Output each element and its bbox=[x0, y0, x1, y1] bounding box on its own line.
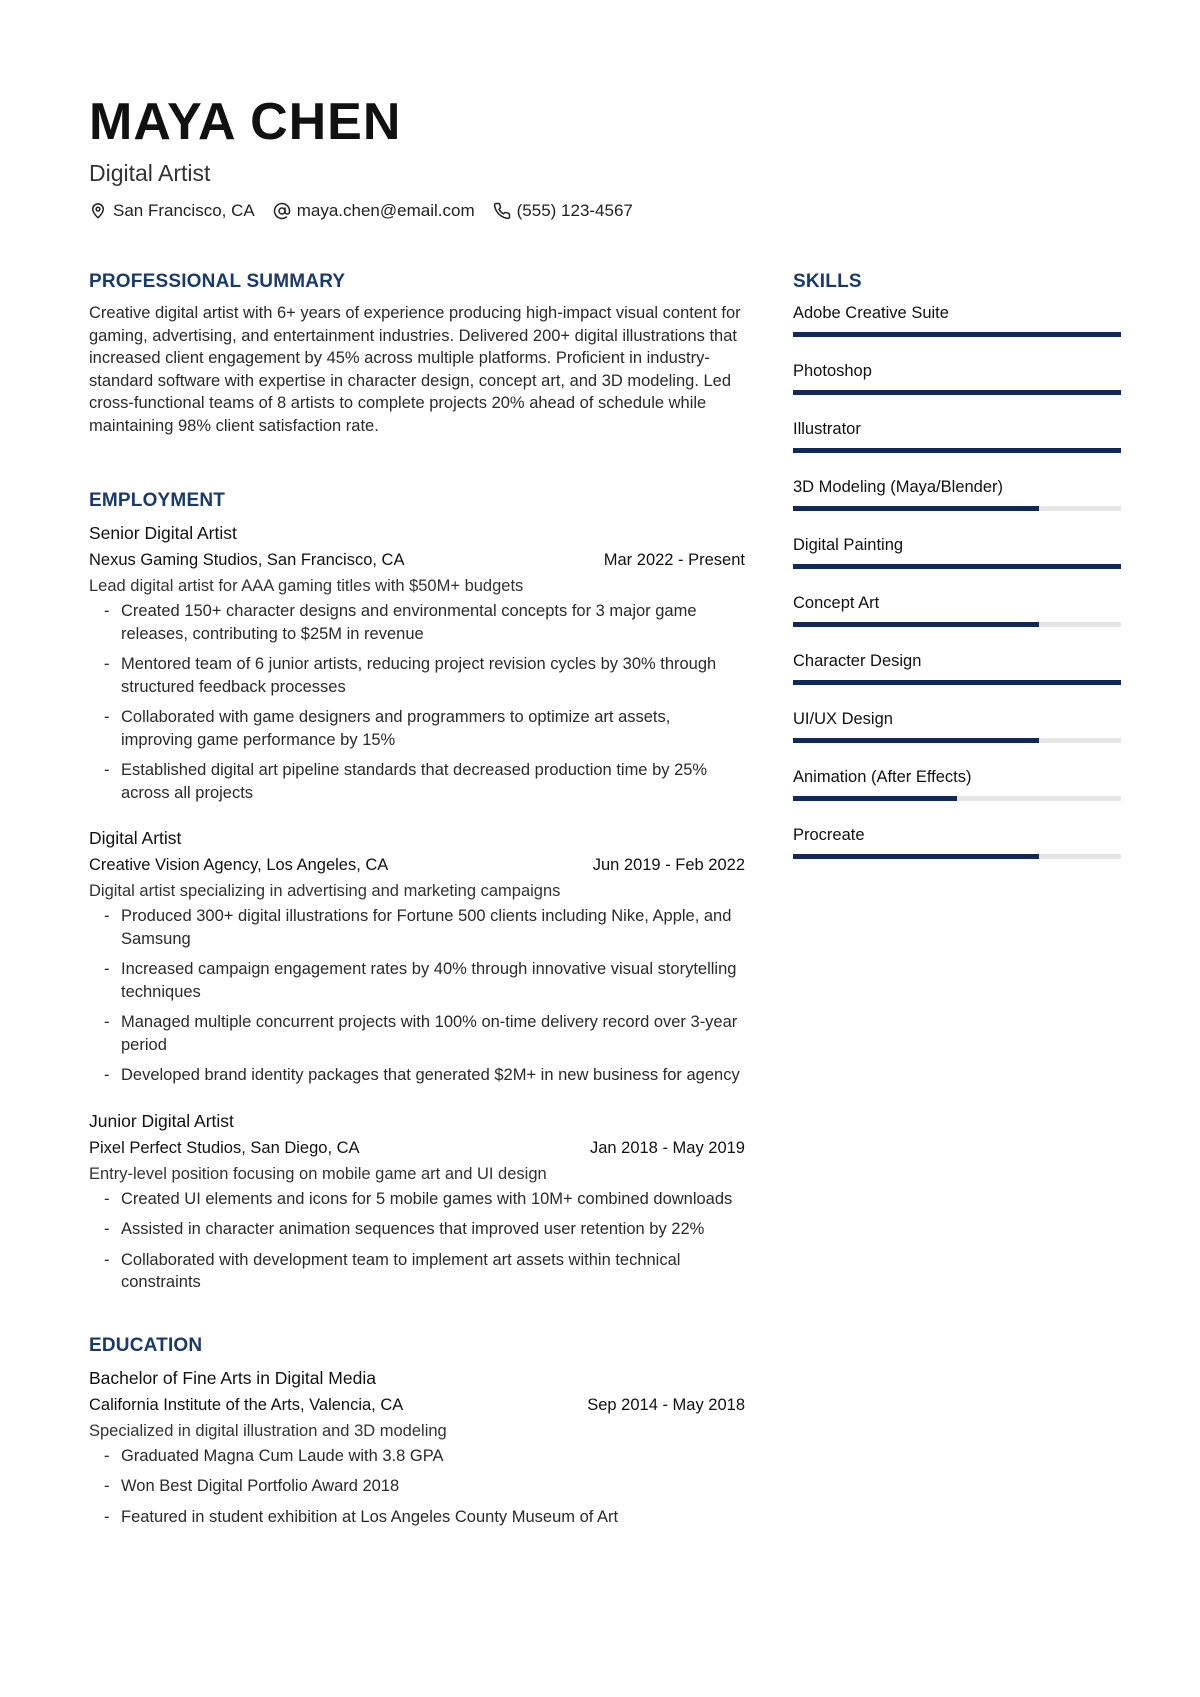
skill-item bbox=[793, 592, 1121, 627]
contact-line bbox=[89, 200, 651, 222]
bullet-text: Developed brand identity packages that generated $2M+ in new business for agency bbox=[121, 1066, 740, 1084]
job-description: Lead digital artist for AAA gaming titles with $50M+ budgets bbox=[89, 577, 524, 595]
summary-heading: PROFESSIONAL SUMMARY bbox=[89, 271, 346, 292]
bullet-item bbox=[89, 1506, 745, 1529]
skill-name: Digital Painting bbox=[793, 536, 904, 554]
skill-item bbox=[793, 824, 1121, 859]
bullet-text: Collaborated with development team to implement art assets within technical constraints bbox=[121, 1250, 681, 1291]
skill-name: Adobe Creative Suite bbox=[793, 304, 949, 322]
bullet-text: Established digital art pipeline standards that decreased production time by 25% across all projects bbox=[121, 761, 708, 802]
skill-name: UI/UX Design bbox=[793, 710, 893, 728]
skill-name: Animation (After Effects) bbox=[793, 768, 972, 786]
job-dates: Jun 2019 - Feb 2022 bbox=[592, 856, 745, 874]
skill-item bbox=[793, 534, 1121, 569]
skill-bar-fill bbox=[793, 564, 1121, 569]
job-company: Creative Vision Agency, Los Angeles, CA bbox=[89, 856, 389, 874]
jobs-list bbox=[89, 521, 745, 1294]
education-heading: EDUCATION bbox=[89, 1334, 203, 1356]
bullet-text: Featured in student exhibition at Los Angeles County Museum of Art bbox=[121, 1507, 619, 1526]
skill-bar-track bbox=[793, 854, 1121, 859]
job-description: Entry-level position focusing on mobile game art and UI design bbox=[89, 1164, 547, 1183]
skill-name: 3D Modeling (Maya/Blender) bbox=[793, 478, 1004, 496]
bullet-dash: - bbox=[104, 708, 110, 726]
bullet-dash: - bbox=[104, 1066, 110, 1084]
bullet-text: Produced 300+ digital illustrations for Fortune 500 clients including Nike, Apple, and Samsung bbox=[121, 907, 732, 948]
bullet-text: Created 150+ character designs and environmental concepts for 3 major game releases, contributing to $25M in revenue bbox=[121, 602, 697, 643]
map-pin-icon bbox=[89, 202, 107, 220]
skill-name: Illustrator bbox=[793, 420, 861, 438]
bullet-item bbox=[89, 1249, 745, 1294]
skill-item bbox=[793, 708, 1121, 743]
bullet-text: Won Best Digital Portfolio Award 2018 bbox=[121, 1477, 400, 1495]
bullet-dash: - bbox=[104, 1250, 110, 1269]
job-role: Junior Digital Artist bbox=[89, 1110, 234, 1131]
school-name: California Institute of the Arts, Valencia, CA bbox=[89, 1395, 404, 1414]
skill-name: Concept Art bbox=[793, 594, 880, 612]
skill-bar-track bbox=[793, 506, 1121, 511]
bullet-item bbox=[89, 905, 745, 950]
contact-email bbox=[273, 200, 475, 222]
skill-item bbox=[793, 766, 1121, 801]
job-entry bbox=[89, 826, 745, 1087]
education-entry bbox=[89, 1366, 745, 1529]
skill-bar-track bbox=[793, 332, 1121, 337]
skill-name: Procreate bbox=[793, 826, 865, 844]
bullet-item bbox=[89, 706, 745, 751]
education-list bbox=[89, 1366, 745, 1529]
sidebar-column bbox=[793, 270, 1121, 882]
job-dates: Jan 2018 - May 2019 bbox=[589, 1138, 745, 1157]
summary-text: Creative digital artist with 6+ years of experience producing high-impact visual content for gaming, advertising, and entertainment industries. Delivered 200+ digital illustrations that increased client engagement by 45% across multiple platforms. Proficient in industry-standard software with expertise in character design, concept art, and 3D modeling. Led cross-functional teams of 8 artists to complete projects 20% ahead of schedule while maintaining 98% client satisfaction rate. bbox=[89, 304, 741, 435]
contact-location bbox=[89, 200, 255, 222]
skill-bar-track bbox=[793, 738, 1121, 743]
skill-bar-fill bbox=[793, 854, 1039, 859]
email-link[interactable]: maya.chen@email.com bbox=[296, 201, 475, 220]
bullet-item bbox=[89, 759, 745, 804]
bullet-dash: - bbox=[104, 1013, 110, 1031]
skill-item bbox=[793, 302, 1121, 337]
bullet-dash: - bbox=[104, 1220, 110, 1238]
skill-item bbox=[793, 360, 1121, 395]
bullet-text: Managed multiple concurrent projects with 100% on-time delivery record over 3-year period bbox=[121, 1013, 738, 1054]
bullet-item bbox=[89, 1445, 745, 1468]
bullet-text: Created UI elements and icons for 5 mobile games with 10M+ combined downloads bbox=[121, 1189, 733, 1208]
skills-list bbox=[793, 302, 1121, 859]
bullet-dash: - bbox=[104, 1189, 110, 1208]
phone-icon bbox=[493, 202, 511, 220]
job-role: Senior Digital Artist bbox=[89, 523, 237, 543]
skill-item bbox=[793, 418, 1121, 453]
at-sign-icon bbox=[273, 202, 291, 220]
bullet-item bbox=[89, 600, 745, 645]
bullet-dash: - bbox=[104, 655, 110, 673]
bullet-text: Increased campaign engagement rates by 40% through innovative visual storytelling techniques bbox=[121, 960, 737, 1001]
employment-section bbox=[89, 489, 745, 1294]
job-bullets bbox=[89, 905, 745, 1087]
degree-title: Bachelor of Fine Arts in Digital Media bbox=[89, 1367, 376, 1388]
education-bullets bbox=[89, 1445, 745, 1529]
job-company: Pixel Perfect Studios, San Diego, CA bbox=[89, 1138, 360, 1157]
candidate-name: MAYA CHEN bbox=[89, 93, 402, 151]
main-column bbox=[89, 270, 745, 1550]
skill-name: Character Design bbox=[793, 652, 922, 670]
skill-bar-fill bbox=[793, 332, 1121, 337]
bullet-dash: - bbox=[104, 960, 110, 978]
bullet-dash: - bbox=[104, 1507, 110, 1526]
skills-heading: SKILLS bbox=[793, 271, 862, 292]
job-meta bbox=[89, 853, 745, 877]
education-section bbox=[89, 1334, 745, 1529]
job-meta bbox=[89, 548, 745, 572]
job-description: Digital artist specializing in advertising and marketing campaigns bbox=[89, 882, 561, 900]
bullet-text: Assisted in character animation sequences that improved user retention by 22% bbox=[121, 1220, 705, 1238]
contact-phone bbox=[493, 200, 633, 222]
bullet-item bbox=[89, 1011, 745, 1056]
summary-section bbox=[89, 270, 745, 437]
skill-bar-track bbox=[793, 564, 1121, 569]
bullet-dash: - bbox=[104, 1477, 110, 1495]
education-meta bbox=[89, 1393, 745, 1417]
bullet-text: Collaborated with game designers and programmers to optimize art assets, improving game performance by 15% bbox=[121, 708, 671, 749]
candidate-title: Digital Artist bbox=[89, 160, 211, 186]
location-text: San Francisco, CA bbox=[113, 201, 255, 220]
bullet-dash: - bbox=[104, 602, 110, 620]
skill-bar-track bbox=[793, 680, 1121, 685]
skill-bar-track bbox=[793, 448, 1121, 453]
skill-bar-track bbox=[793, 622, 1121, 627]
job-company: Nexus Gaming Studios, San Francisco, CA bbox=[89, 551, 405, 569]
bullet-dash: - bbox=[104, 761, 110, 779]
job-bullets bbox=[89, 1188, 745, 1294]
bullet-dash: - bbox=[104, 907, 110, 925]
skill-bar-fill bbox=[793, 622, 1039, 627]
skill-name: Photoshop bbox=[793, 362, 872, 380]
skill-bar-track bbox=[793, 390, 1121, 395]
job-meta bbox=[89, 1136, 745, 1160]
skill-bar-fill bbox=[793, 390, 1121, 395]
bullet-item bbox=[89, 1064, 745, 1087]
education-description: Specialized in digital illustration and 3D modeling bbox=[89, 1421, 447, 1440]
job-role: Digital Artist bbox=[89, 828, 182, 848]
skill-item bbox=[793, 650, 1121, 685]
job-entry bbox=[89, 521, 745, 804]
bullet-item bbox=[89, 1218, 745, 1241]
bullet-text: Mentored team of 6 junior artists, reducing project revision cycles by 30% through structured feedback processes bbox=[121, 655, 717, 696]
skill-bar-fill bbox=[793, 506, 1039, 511]
bullet-dash: - bbox=[104, 1446, 110, 1465]
job-bullets bbox=[89, 600, 745, 804]
education-dates: Sep 2014 - May 2018 bbox=[587, 1395, 745, 1414]
skill-bar-track bbox=[793, 796, 1121, 801]
job-entry bbox=[89, 1109, 745, 1294]
job-dates: Mar 2022 - Present bbox=[603, 551, 745, 569]
skill-bar-fill bbox=[793, 796, 957, 801]
bullet-item bbox=[89, 1475, 745, 1498]
bullet-item bbox=[89, 1188, 745, 1211]
skill-item bbox=[793, 476, 1121, 511]
employment-heading: EMPLOYMENT bbox=[89, 490, 226, 511]
bullet-text: Graduated Magna Cum Laude with 3.8 GPA bbox=[121, 1446, 444, 1465]
skill-bar-fill bbox=[793, 448, 1121, 453]
bullet-item bbox=[89, 653, 745, 698]
skill-bar-fill bbox=[793, 738, 1039, 743]
bullet-item bbox=[89, 958, 745, 1003]
phone-text: (555) 123-4567 bbox=[516, 201, 633, 220]
skill-bar-fill bbox=[793, 680, 1121, 685]
